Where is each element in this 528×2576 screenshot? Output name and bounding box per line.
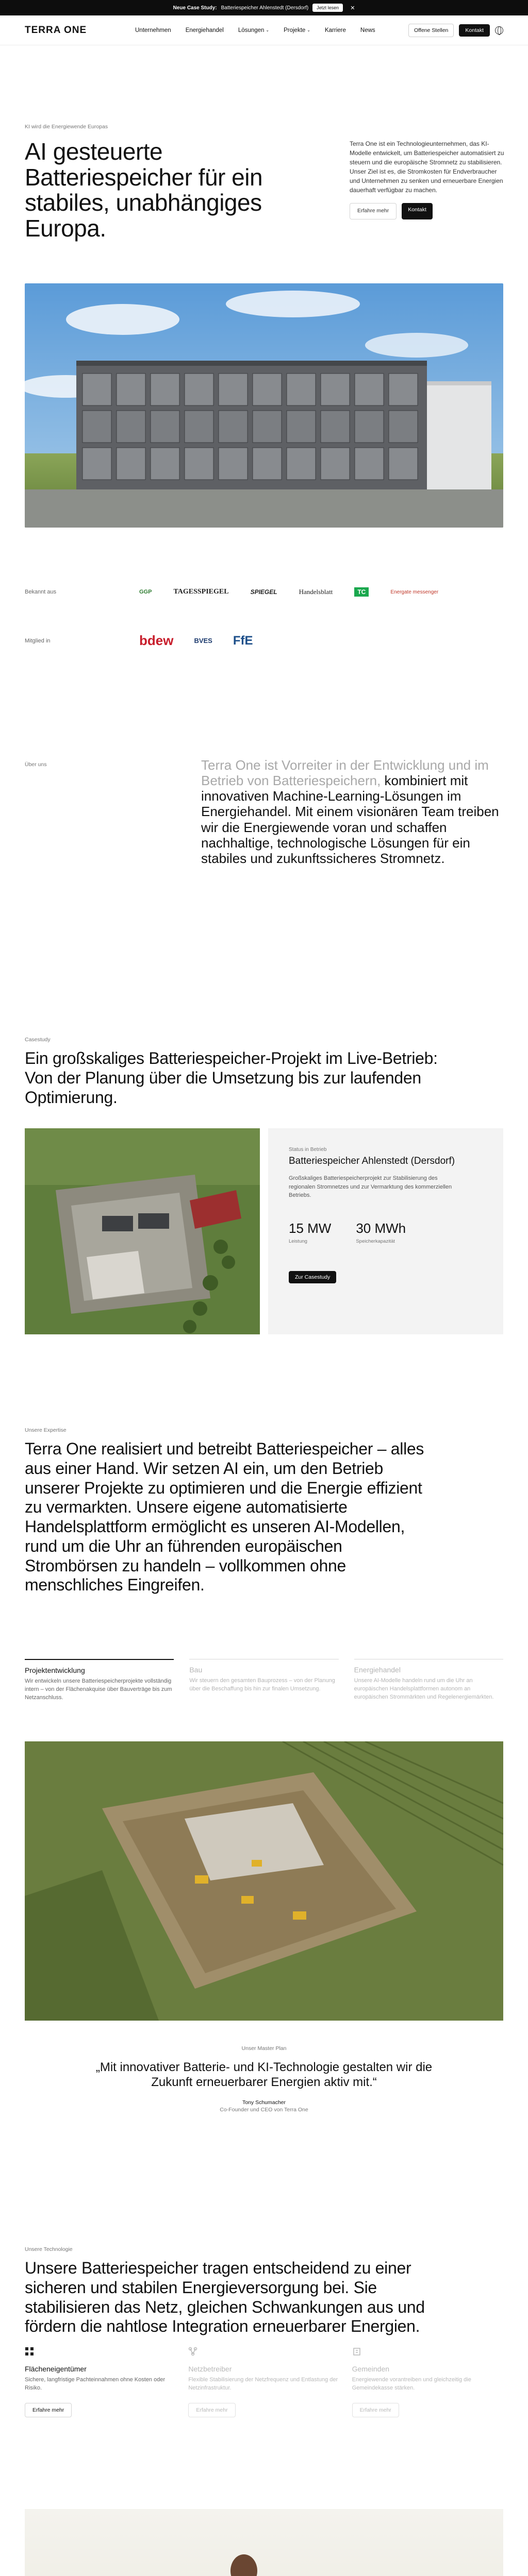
battery-cabinet-door [151, 448, 179, 480]
stat-capacity-label: Speicherkapazität [356, 1238, 395, 1244]
nav-actions [408, 24, 503, 37]
techcrunch-logo: TC [354, 587, 369, 597]
close-icon[interactable]: ✕ [350, 5, 355, 11]
about-text-main: kombiniert mit innovativen Machine-Learning-Lösungen im Energiehandel. Mit einem visionären Team treiben wir die Energiewende voran und schaffen nachhaltige, technologische Lösungen für ein stabiles und zukunftssicheres Stromnetz. [201, 773, 499, 866]
battery-cabinet-door [321, 448, 350, 480]
quote-author: Tony Schumacher [242, 2099, 286, 2106]
building-icon [352, 2347, 361, 2356]
feature-learn-more-button[interactable]: Erfahre mehr [188, 2403, 235, 2417]
members-label: Mitglied in [25, 637, 51, 644]
feature-municipalities [352, 2347, 503, 2417]
feature-learn-more-button[interactable]: Erfahre mehr [352, 2403, 399, 2417]
battery-cabinet-door [355, 448, 384, 480]
casestudy-title: Ein großskaliges Batteriespeicher-Projekt im Live-Betrieb: Von der Planung über die Umsetzung bis zur laufenden Optimierung. [25, 1049, 438, 1107]
battery-cabinet-door [151, 411, 179, 443]
battery-cabinet-door [389, 374, 418, 405]
technology-features [25, 2347, 503, 2417]
quote-role: Co-Founder und CEO von Terra One [220, 2106, 308, 2113]
battery-cabinet-door [219, 374, 248, 405]
grid-icon [25, 2347, 34, 2356]
battery-cabinet-door [253, 374, 282, 405]
battery-cabinet-door [321, 374, 350, 405]
feature-title: Flächeneigentümer [25, 2365, 87, 2373]
hero-description-block [350, 139, 504, 219]
casestudy-card [268, 1128, 503, 1334]
nav-item-news[interactable]: News [360, 27, 375, 33]
battery-cabinet-door [389, 411, 418, 443]
battery-cabinet-door [287, 448, 316, 480]
feature-learn-more-button[interactable]: Erfahre mehr [25, 2403, 72, 2417]
announcement-text: Batteriespeicher Ahlenstedt (Dersdorf) [221, 5, 309, 11]
casestudy-block [25, 1128, 503, 1334]
tagesspiegel-logo: TAGESSPIEGEL [173, 588, 229, 596]
technology-header [25, 2246, 503, 2336]
feature-title: Gemeinden [352, 2365, 390, 2373]
stat-power-label: Leistung [289, 1238, 307, 1244]
battery-cabinet-door [355, 374, 384, 405]
stat-power-value: 15 MW [289, 1220, 332, 1236]
casestudy-card-desc: Großskaliges Batteriespeicherprojekt zur Stabilisierung des regionalen Stromnetzes und zur Vermarktung des kommerziellen Betriebs. [289, 1175, 452, 1198]
nav-menu [135, 27, 375, 33]
announcement-lead: Neue Case Study: [173, 5, 217, 11]
about-eyebrow: Über uns [25, 761, 47, 768]
battery-cabinet-door [287, 374, 316, 405]
feature-desc: Sichere, langfristige Pachteinnahmen ohne Kosten oder Risiko. [25, 2377, 166, 2391]
contact-button[interactable]: Kontakt [459, 24, 490, 37]
bdew-logo: bdew [139, 633, 174, 648]
hero-title: AI gesteuerte Batteriespeicher für ein stabiles, unabhängiges Europa. [25, 138, 263, 242]
tab-desc: Unsere AI-Modelle handeln rund um die Uhr an europäischen Handelsplattformen autonom an europäischen Strommärkten und Regelenergiemärkten. [354, 1677, 494, 1700]
quote-eyebrow: Unser Master Plan [241, 2045, 287, 2052]
announcement-bar [0, 0, 528, 15]
tab-projektentwicklung[interactable] [25, 1659, 174, 1702]
battery-cabinet-door [185, 374, 213, 405]
battery-cabinet-door [185, 448, 213, 480]
battery-cabinet-door [219, 448, 248, 480]
member-logos-row [25, 633, 503, 649]
globe-icon[interactable] [495, 26, 503, 35]
handelsblatt-logo: Handelsblatt [299, 588, 333, 596]
tab-title: Energiehandel [354, 1666, 401, 1674]
nav-item-label: Projekte [284, 27, 306, 33]
aerial-site-image [25, 1128, 260, 1334]
announcement-cta[interactable]: Jetzt lesen [312, 4, 343, 12]
ggp-logo: GGP [139, 589, 152, 595]
battery-cabinet-door [219, 411, 248, 443]
casestudy-status: Status in Betrieb [289, 1147, 327, 1153]
battery-cabinet-door [389, 448, 418, 480]
battery-cabinet-door [82, 374, 111, 405]
tab-desc: Wir entwickeln unsere Batteriespeicherprojekte vollständig intern – von der Flächenakquise über Bauverträge bis zum Netzanschluss. [25, 1678, 172, 1701]
nav-item-loesungen[interactable] [238, 27, 269, 33]
tab-desc: Wir steuern den gesamten Bauprozess – von der Planung über die Beschaffung bis hin zur finalen Umsetzung. [189, 1677, 335, 1692]
feature-desc: Energiewende vorantreiben und gleichzeitig die Gemeindekasse stärken. [352, 2377, 471, 2391]
man-in-field-image [25, 2509, 503, 2576]
learn-more-button[interactable]: Erfahre mehr [350, 203, 397, 219]
feature-title: Netzbetreiber [188, 2365, 232, 2373]
expertise-tabs [25, 1659, 503, 1702]
technology-eyebrow: Unsere Technologie [25, 2246, 73, 2252]
battery-cabinet-door [185, 411, 213, 443]
hero-section [25, 124, 503, 242]
casestudy-button[interactable]: Zur Casestudy [289, 1271, 336, 1283]
feature-landowners [25, 2347, 176, 2417]
casestudy-card-title: Batteriespeicher Ahlenstedt (Dersdorf) [289, 1156, 455, 1166]
quote-section [77, 2045, 451, 2113]
feature-grid-operators [188, 2347, 339, 2417]
casestudy-eyebrow: Casestudy [25, 1037, 51, 1043]
logo[interactable]: TERRA ONE [25, 24, 87, 36]
about-text [201, 757, 500, 866]
quote-text: „Mit innovativer Batterie- und KI-Technologie gestalten wir die Zukunft erneuerbarer Energien aktiv mit.“ [95, 2060, 433, 2090]
battery-cabinet-door [117, 448, 145, 480]
expertise-title: Terra One realisiert und betreibt Batteriespeicher – alles aus einer Hand. Wir setzen AI ein, um den Betrieb unserer Projekte zu optimieren und die Energie effizient zu vermarkten. Unsere eigene automatisierte Handelsplattform ermöglicht es unseren AI-Modellen, rund um die Uhr an führenden europäischen Strombörsen zu handeln – vollkommen ohne menschliches Eingreifen. [25, 1439, 424, 1595]
tab-title: Bau [189, 1666, 203, 1674]
battery-cabinet-door [151, 374, 179, 405]
battery-cabinet-door [117, 374, 145, 405]
hero-eyebrow: KI wird die Energiewende Europas [25, 124, 108, 130]
energate-logo: Energate messenger [390, 589, 439, 595]
stat-capacity-value: 30 MWh [356, 1220, 406, 1236]
battery-cabinet-door [82, 411, 111, 443]
jobs-button[interactable]: Offene Stellen [408, 24, 454, 37]
nav-item-karriere[interactable]: Karriere [324, 27, 346, 33]
nav-item-energiehandel[interactable]: Energiehandel [185, 27, 224, 33]
nav-item-label: Lösungen [238, 27, 265, 33]
construction-site-image [25, 1741, 503, 2021]
bves-logo: BVES [194, 637, 212, 645]
expertise-header [25, 1427, 503, 1595]
hero-description: Terra One ist ein Technologieunternehmen, das KI-Modelle entwickelt, um Batteriespeicher automatisiert zu steuern und die europäische Stromnetz zu stabilisieren. Unser Ziel ist es, die Stromkosten für Endverbraucher und Unternehmen zu senken und erneuerbare Energien dauerhaft verfügbar zu machen. [350, 140, 504, 194]
press-label: Bekannt aus [25, 589, 57, 595]
expertise-eyebrow: Unsere Expertise [25, 1427, 67, 1433]
battery-cabinet-door [82, 448, 111, 480]
network-icon [188, 2347, 197, 2356]
main-nav [0, 15, 528, 45]
chevron-down-icon: ⌄ [307, 28, 310, 32]
casestudy-header [25, 1037, 503, 1107]
battery-cabinet-door [355, 411, 384, 443]
battery-cabinet-door [321, 411, 350, 443]
tab-bau[interactable] [189, 1659, 338, 1702]
battery-cabinet-door [253, 411, 282, 443]
tab-title: Projektentwicklung [25, 1666, 85, 1674]
battery-cabinet-door [253, 448, 282, 480]
battery-cabinet-door [117, 411, 145, 443]
ffe-logo: FfE [233, 633, 253, 648]
battery-cabinet-door [287, 411, 316, 443]
chevron-down-icon: ⌄ [266, 28, 270, 32]
tab-energiehandel[interactable] [354, 1659, 503, 1702]
spiegel-logo: SPIEGEL [250, 588, 277, 596]
casestudy-stats [289, 1221, 483, 1244]
feature-desc: Flexible Stabilisierung der Netzfrequenz und Entlastung der Netzinfrastruktur. [188, 2377, 338, 2391]
press-logos-row [25, 587, 503, 597]
about-text-faint: Terra One ist Vorreiter in der Entwicklung und im Betrieb von Batteriespeichern, [201, 757, 489, 789]
nav-item-projekte[interactable] [284, 27, 310, 33]
hero-contact-button[interactable]: Kontakt [402, 203, 433, 219]
hero-battery-image [25, 283, 503, 528]
technology-title: Unsere Batteriespeicher tragen entscheidend zu einer sicheren und stabilen Energieversorgung bei. Sie stabilisieren das Netz, gleichen Schwankungen aus und fördern die nahtlose Integration erneuerbarer Energien. [25, 2259, 425, 2336]
nav-item-unternehmen[interactable]: Unternehmen [135, 27, 171, 33]
